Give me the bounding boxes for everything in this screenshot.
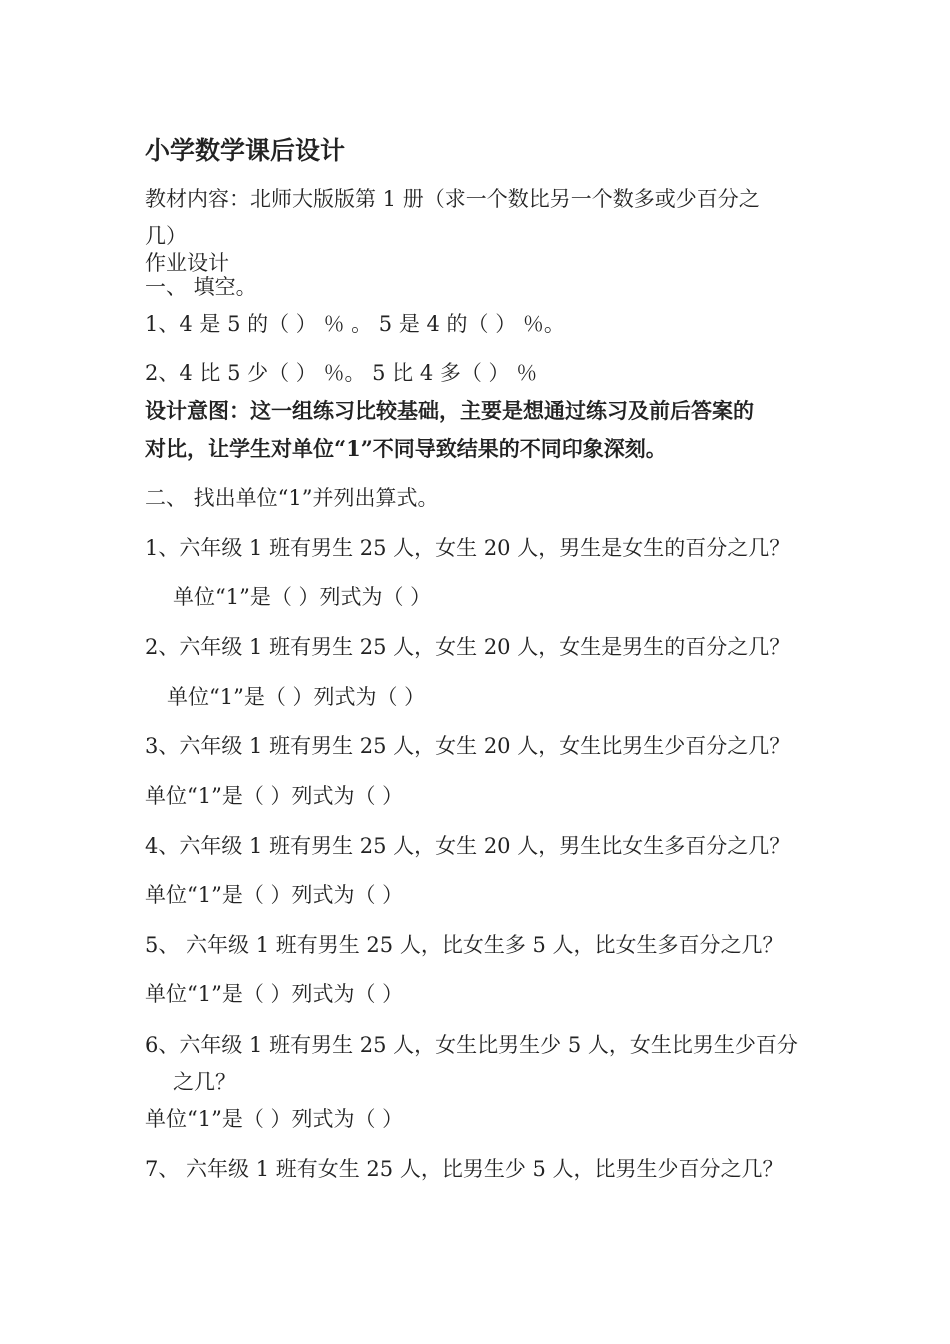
homework-heading: 作业设计 — [145, 251, 229, 275]
question-6-continuation: 之几？ — [173, 1070, 236, 1094]
question-3: 3、六年级 1 班有男生 25 人，女生 20 人，女生比男生少百分之几？ — [145, 734, 791, 758]
unit-prompt-1: 单位“1”是（ ）列式为（ ） — [173, 585, 432, 609]
fill-blank-item-2: 2、4 比 5 少（ ） ％。 5 比 4 多（ ） ％ — [145, 361, 538, 385]
unit-prompt-5: 单位“1”是（ ）列式为（ ） — [145, 982, 404, 1006]
fill-blank-item-1: 1、4 是 5 的（ ） ％ 。 5 是 4 的（ ） ％。 — [145, 312, 565, 336]
material-line-1: 教材内容：北师大版版第 1 册（求一个数比另一个数多或少百分之 — [145, 187, 760, 211]
question-4: 4、六年级 1 班有男生 25 人，女生 20 人，男生比女生多百分之几？ — [145, 834, 791, 858]
question-7: 7、 六年级 1 班有女生 25 人，比男生少 5 人，比男生少百分之几？ — [145, 1157, 784, 1181]
unit-prompt-2: 单位“1”是（ ）列式为（ ） — [167, 685, 426, 709]
material-line-2: 几） — [145, 224, 187, 248]
design-intent-line-1: 设计意图：这一组练习比较基础，主要是想通过练习及前后答案的 — [145, 398, 754, 423]
unit-prompt-3: 单位“1”是（ ）列式为（ ） — [145, 784, 404, 808]
section1-heading: 一、 填空。 — [145, 275, 257, 299]
unit-prompt-6: 单位“1”是（ ）列式为（ ） — [145, 1107, 404, 1131]
question-6: 6、六年级 1 班有男生 25 人，女生比男生少 5 人，女生比男生少百分 — [145, 1033, 798, 1057]
question-2: 2、六年级 1 班有男生 25 人，女生 20 人，女生是男生的百分之几？ — [145, 635, 791, 659]
unit-prompt-4: 单位“1”是（ ）列式为（ ） — [145, 883, 404, 907]
question-1: 1、六年级 1 班有男生 25 人，女生 20 人，男生是女生的百分之几？ — [145, 536, 791, 560]
document-title: 小学数学课后设计 — [145, 136, 346, 165]
question-5: 5、 六年级 1 班有男生 25 人，比女生多 5 人，比女生多百分之几？ — [145, 933, 784, 957]
design-intent-line-2: 对比，让学生对单位“1”不同导致结果的不同印象深刻。 — [145, 436, 667, 461]
section2-heading: 二、 找出单位“1”并列出算式。 — [145, 486, 439, 510]
